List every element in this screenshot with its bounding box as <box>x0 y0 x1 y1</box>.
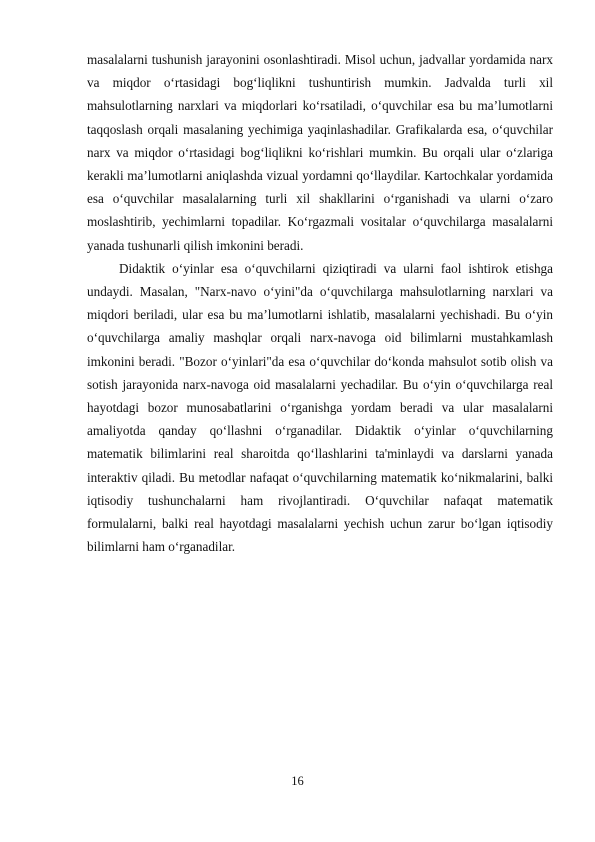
paragraph-visual-aids: masalalarni tushunish jarayonini osonlashtiradi. Misol uchun, jadvallar yordamida narx va miqdor o‘rtasidagi bog‘liqlikni tushuntirish mumkin. Jadvalda turli xil mahsulotlarning narxlari va miqdorlari ko‘rsatiladi, o‘quvchilar esa bu ma’lumotlarni taqqoslash orqali masalaning yechimiga yaqinlashadilar. Grafikalarda esa, o‘quvchilar narx va miqdor o‘rtasidagi bog‘liqlikni ko‘rishlari mumkin. Bu orqali ular o‘zlariga kerakli ma’lumotlarni aniqlashda vizual yordamni qo‘llaydilar. Kartochkalar yordamida esa o‘quvchilar masalalarning turli xil shakllarini o‘rganishadi va ularni o‘zaro moslashtirib, yechimlarni topadilar. Ko‘rgazmali vositalar o‘quvchilarga masalalarni yanada tushunarli qilish imkonini beradi. <box>87 52 553 253</box>
document-body <box>87 48 553 558</box>
page-number: 16 <box>291 774 304 788</box>
paragraph-didactic-games: Didaktik o‘yinlar esa o‘quvchilarni qiziqtiradi va ularni faol ishtirok etishga undaydi. Masalan, "Narx-navo o‘yini"da o‘quvchilarga mahsulotlarning narxlari va miqdori beriladi, ular esa bu ma’lumotlarni ishlatib, masalalarni yechishadi. Bu o‘yin o‘quvchilarga amaliy mashqlar orqali narx-navoga oid bilimlarni mustahkamlash imkonini beradi. "Bozor o‘yinlari"da esa o‘quvchilar do‘konda mahsulot sotib olish va sotish jarayonida narx-navoga oid masalalarni yechadilar. Bu o‘yin o‘quvchilarga real hayotdagi bozor munosabatlarini o‘rganishga yordam beradi va ular masalalarni amaliyotda qanday qo‘llashni o‘rganadilar. Didaktik o‘yinlar o‘quvchilarning matematik bilimlarini real sharoitda qo‘llashlarini ta'minlaydi va darslarni yanada interaktiv qiladi. Bu metodlar nafaqat o‘quvchilarning matematik ko‘nikmalarini, balki iqtisodiy tushunchalarni ham rivojlantiradi. O‘quvchilar nafaqat matematik formulalarni, balki real hayotdagi masalalarni yechish uchun zarur bo‘lgan iqtisodiy bilimlarni ham o‘rganadilar. <box>87 260 553 555</box>
